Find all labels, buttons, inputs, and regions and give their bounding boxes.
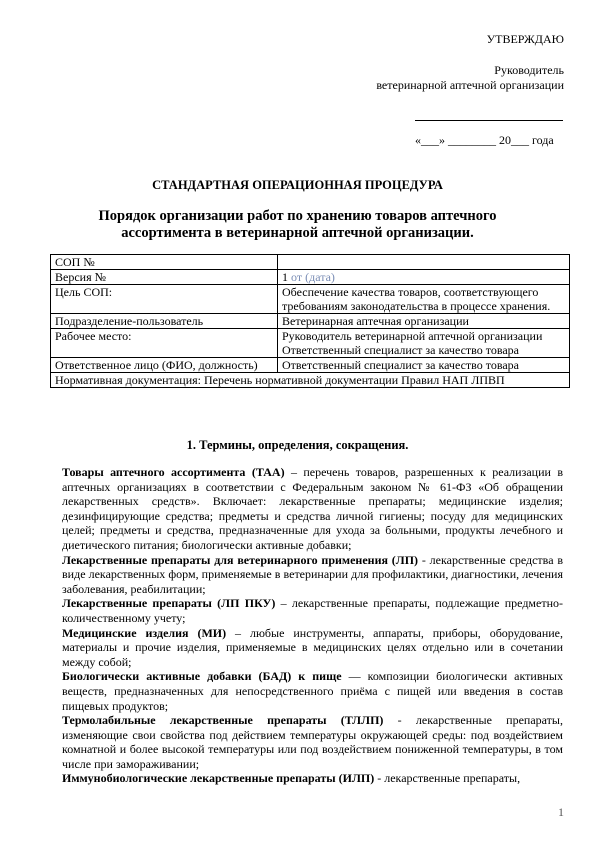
document-subtitle: Порядок организации работ по хранению товаров аптечного ассортимента в ветеринарной аптечной организации.: [98, 208, 497, 241]
table-row: [51, 270, 570, 285]
responsible-value: Ответственный специалист за качество товара: [278, 358, 570, 373]
responsible-label: Ответственное лицо (ФИО, должность): [51, 358, 278, 373]
version-date: от (дата): [291, 270, 335, 284]
definition-item: [62, 626, 563, 670]
definitions-list: [62, 465, 563, 786]
definition-item: [62, 771, 563, 786]
table-row: [51, 285, 570, 314]
definition-term: Биологически активные добавки (БАД) к пище: [62, 669, 342, 684]
workplace-cell: [278, 329, 570, 358]
definition-term: Медицинские изделия (МИ): [62, 625, 227, 640]
table-row: [51, 373, 570, 388]
definition-text: - лекарственные препараты, изменяющие свои свойства под действием температуры окружающей среды: под воздействием комнатной и более высокой температуры или под воздействием пониженной температуры, в том числе при замораживании;: [62, 713, 563, 771]
definition-item: [62, 465, 563, 553]
section-heading: 1. Термины, определения, сокращения.: [186, 438, 409, 452]
workplace-value-2: Ответственный специалист за качество товара: [282, 343, 519, 357]
head-line-2: ветеринарной аптечной организации: [376, 78, 564, 92]
sop-number-label: СОП №: [51, 255, 278, 270]
normative-docs: Нормативная документация: Перечень нормативной документации Правил НАП ЛПВП: [51, 373, 570, 388]
definition-text: - лекарственные средства в виде лекарственных форм, применяемые в ветеринарии для профилактики, диагностики, лечения заболевания, реабилитации;: [62, 552, 563, 596]
version-value: 1: [282, 270, 288, 284]
goal-label: Цель СОП:: [51, 285, 278, 314]
head-line-1: Руководитель: [494, 63, 564, 77]
definition-item: [62, 553, 563, 597]
table-row: [51, 255, 570, 270]
table-row: [51, 314, 570, 329]
signature-line: [415, 120, 563, 121]
workplace-value-1: Руководитель ветеринарной аптечной организации: [282, 329, 543, 343]
definition-text: – лекарственные препараты, подлежащие предметно-количественному учету;: [62, 596, 563, 625]
table-row: [51, 358, 570, 373]
approval-block: [487, 32, 564, 47]
division-value: Ветеринарная аптечная организации: [278, 314, 570, 329]
definition-term: Товары аптечного ассортимента (ТАА): [62, 465, 285, 479]
definition-item: [62, 713, 563, 771]
definition-term: Иммунобиологические лекарственные препараты (ИЛП): [62, 771, 375, 786]
definition-term: Лекарственные препараты (ЛП ПКУ): [62, 596, 276, 611]
definition-text: – перечень товаров, разрешенных к реализации в аптечных организациях в соответствии с Федеральным законом № 61-ФЗ «Об обращении лекарственных средств». Включает: лекарственные препараты; медицинские изделия; дезинфицирующие средства; предметы и средства личной гигиены; посуду для медицинских целей; предметы и средства, предназначенные для ухода за больными, продукты лечебного и диетического питания; биологически активные добавки;: [62, 465, 563, 552]
table-row: [51, 329, 570, 358]
goal-value: Обеспечение качества товаров, соответствующего требованиям законодательства в процессе хранения.: [278, 285, 570, 314]
sop-info-table: [50, 254, 570, 388]
workplace-label: Рабочее место:: [51, 329, 278, 358]
definition-text: - лекарственные препараты,: [374, 771, 521, 786]
definition-term: Термолабильные лекарственные препараты (ТЛЛП): [62, 713, 384, 728]
version-label: Версия №: [51, 270, 278, 285]
definition-text: – любые инструменты, аппараты, приборы, оборудование, материалы и прочие изделия, применяемые в медицинских целях отдельно или в сочетании между собой;: [62, 625, 563, 669]
version-cell: [278, 270, 570, 285]
definition-item: [62, 596, 563, 625]
sop-number-value: [278, 255, 570, 270]
page-number: 1: [558, 805, 564, 819]
definition-term: Лекарственные препараты для ветеринарного применения (ЛП): [62, 552, 419, 567]
head-position: [376, 63, 564, 93]
definition-item: [62, 669, 563, 713]
definition-text: — композиции биологически активных веществ, предназначенных для непосредственного приёма с пищей или введения в состав пищевых продуктов;: [62, 669, 563, 713]
division-label: Подразделение-пользователь: [51, 314, 278, 329]
approval-date: «___» ________ 20___ года: [415, 133, 554, 147]
approve-word: УТВЕРЖДАЮ: [486, 32, 564, 46]
document-title: СТАНДАРТНАЯ ОПЕРАЦИОННАЯ ПРОЦЕДУРА: [152, 178, 443, 192]
